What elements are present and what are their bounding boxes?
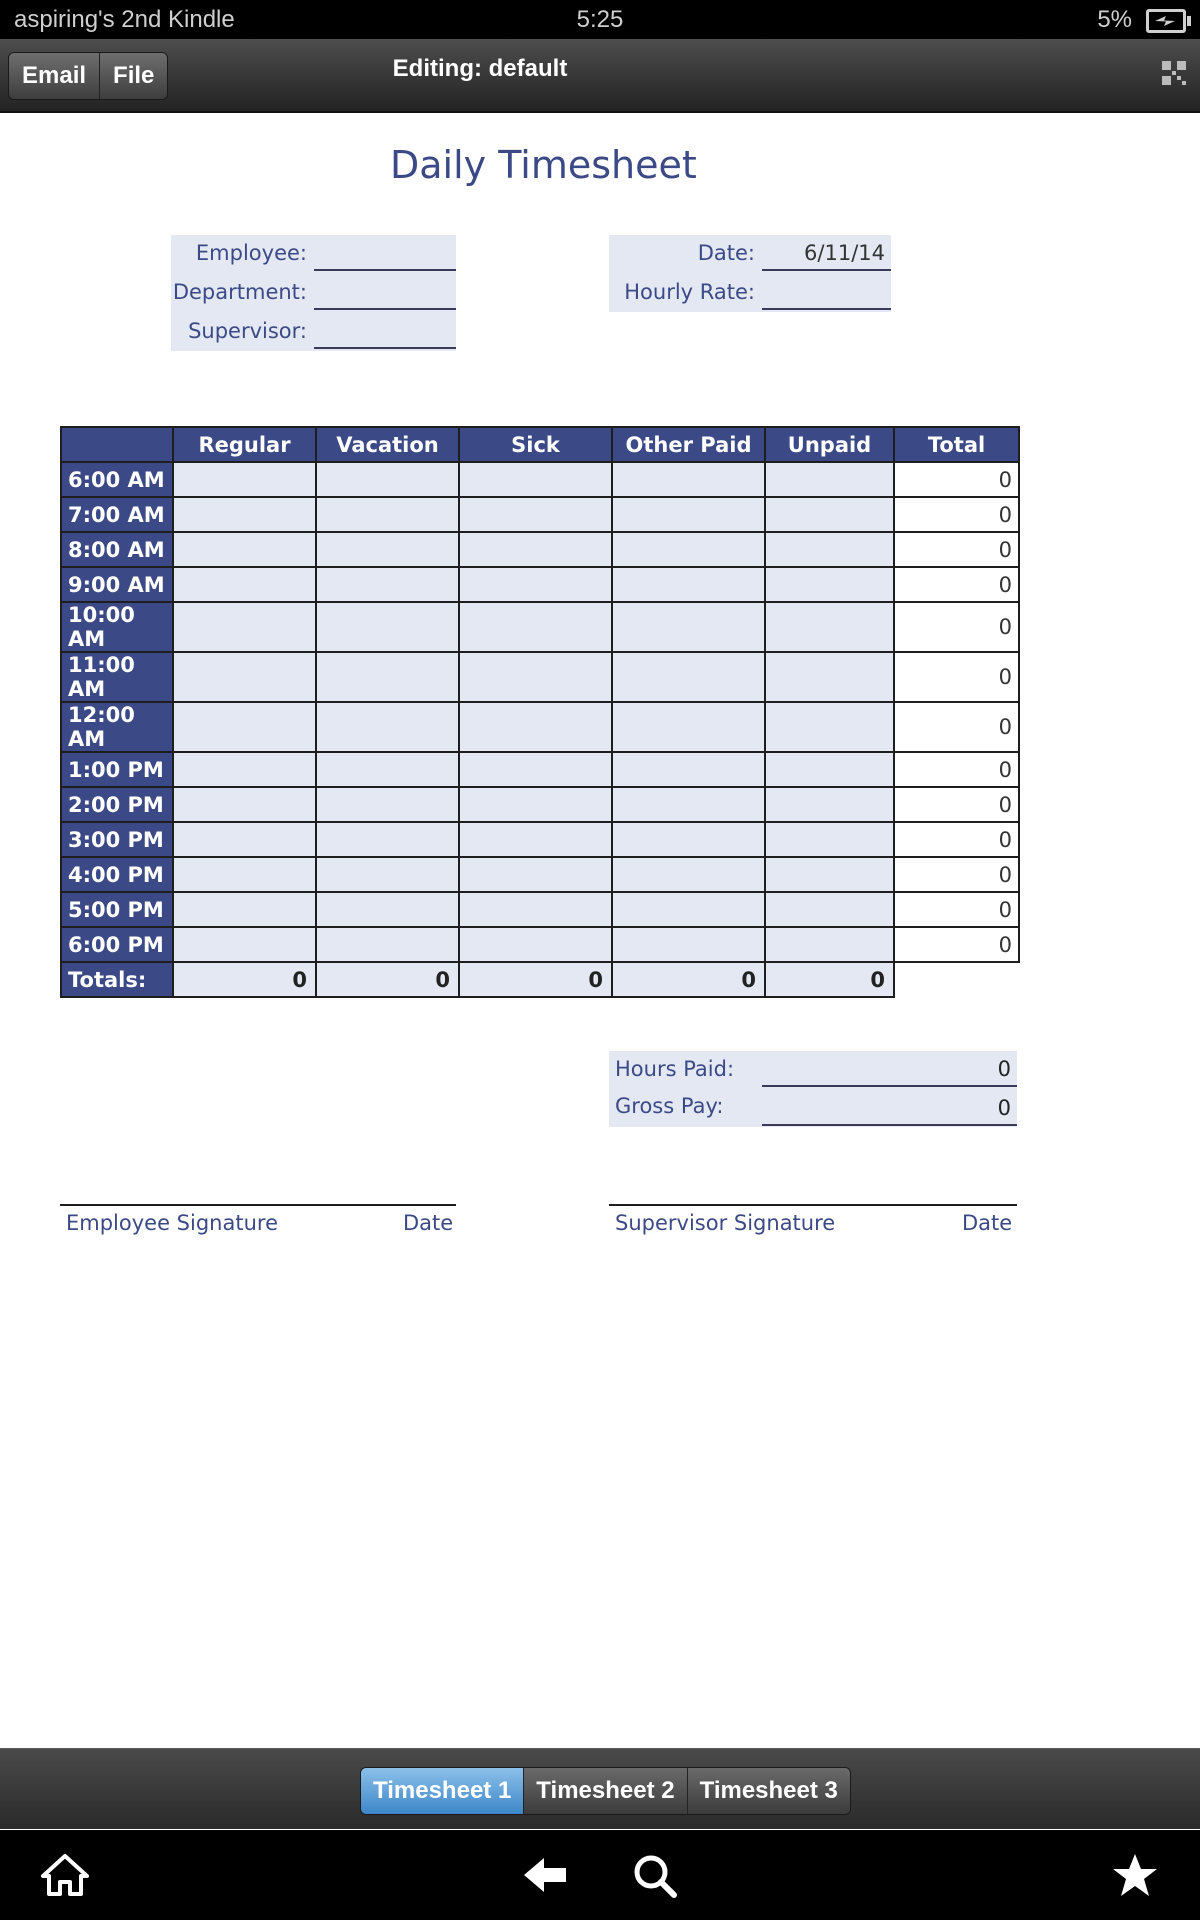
cell-sick[interactable]: [459, 927, 612, 962]
cell-sick[interactable]: [459, 892, 612, 927]
cell-other-paid[interactable]: [612, 462, 765, 497]
row-total: 0: [894, 787, 1019, 822]
cell-regular[interactable]: [173, 892, 316, 927]
row-total: 0: [894, 602, 1019, 652]
cell-regular[interactable]: [173, 822, 316, 857]
cell-vacation[interactable]: [316, 857, 459, 892]
cell-regular[interactable]: [173, 567, 316, 602]
cell-other-paid[interactable]: [612, 857, 765, 892]
row-time-label: 2:00 PM: [61, 787, 173, 822]
row-total: 0: [894, 927, 1019, 962]
total-vacation: 0: [316, 962, 459, 997]
hours-paid-value: 0: [762, 1051, 1017, 1087]
row-time-label: 11:00 AM: [61, 652, 173, 702]
cell-other-paid[interactable]: [612, 567, 765, 602]
totals-label: Totals:: [61, 962, 173, 997]
row-total: 0: [894, 892, 1019, 927]
cell-regular[interactable]: [173, 752, 316, 787]
cell-other-paid[interactable]: [612, 752, 765, 787]
table-row: [61, 752, 1019, 787]
battery-icon: [1146, 9, 1186, 33]
supervisor-signature-label: Supervisor Signature: [615, 1211, 836, 1235]
gross-pay-value: 0: [762, 1090, 1017, 1126]
qr-code-icon[interactable]: [1162, 61, 1186, 85]
hourly-rate-label: Hourly Rate:: [624, 280, 755, 304]
top-toolbar: [0, 39, 1200, 113]
cell-sick[interactable]: [459, 567, 612, 602]
column-header-blank: [61, 427, 173, 462]
cell-vacation[interactable]: [316, 652, 459, 702]
column-header-vacation: Vacation: [316, 427, 459, 462]
cell-other-paid[interactable]: [612, 702, 765, 752]
column-header-sick: Sick: [459, 427, 612, 462]
cell-other-paid[interactable]: [612, 652, 765, 702]
row-time-label: 1:00 PM: [61, 752, 173, 787]
table-row: [61, 652, 1019, 702]
battery-percent: 5%: [1097, 6, 1132, 33]
cell-unpaid[interactable]: [765, 497, 894, 532]
tab-timesheet-3[interactable]: Timesheet 3: [687, 1768, 850, 1814]
timesheet-sheet: [0, 113, 1200, 1748]
row-time-label: 8:00 AM: [61, 532, 173, 567]
clock: 5:25: [576, 6, 624, 33]
system-nav-bar: [0, 1830, 1200, 1920]
hourly-rate-field[interactable]: [762, 274, 891, 310]
row-time-label: 6:00 PM: [61, 927, 173, 962]
cell-other-paid[interactable]: [612, 532, 765, 567]
cell-vacation[interactable]: [316, 787, 459, 822]
row-time-label: 4:00 PM: [61, 857, 173, 892]
cell-vacation[interactable]: [316, 892, 459, 927]
cell-other-paid[interactable]: [612, 497, 765, 532]
cell-vacation[interactable]: [316, 822, 459, 857]
row-time-label: 6:00 AM: [61, 462, 173, 497]
row-total: 0: [894, 652, 1019, 702]
cell-vacation[interactable]: [316, 702, 459, 752]
supervisor-date-label: Date: [962, 1211, 1013, 1235]
cell-regular[interactable]: [173, 532, 316, 567]
supervisor-signature-line: [609, 1204, 1017, 1206]
cell-unpaid[interactable]: [765, 752, 894, 787]
device-name: aspiring's 2nd Kindle: [14, 6, 235, 33]
row-total: 0: [894, 567, 1019, 602]
table-row: [61, 462, 1019, 497]
file-button[interactable]: File: [99, 53, 167, 99]
cell-unpaid[interactable]: [765, 927, 894, 962]
row-total: 0: [894, 532, 1019, 567]
cell-sick[interactable]: [459, 857, 612, 892]
cell-regular[interactable]: [173, 652, 316, 702]
row-time-label: 7:00 AM: [61, 497, 173, 532]
row-time-label: 5:00 PM: [61, 892, 173, 927]
cell-vacation[interactable]: [316, 462, 459, 497]
cell-sick[interactable]: [459, 702, 612, 752]
tab-timesheet-1[interactable]: Timesheet 1: [361, 1768, 523, 1814]
cell-unpaid[interactable]: [765, 532, 894, 567]
document-title: Editing: default: [392, 55, 568, 82]
timesheet-table: [60, 426, 1020, 998]
cell-unpaid[interactable]: [765, 702, 894, 752]
cell-other-paid[interactable]: [612, 892, 765, 927]
cell-vacation[interactable]: [316, 752, 459, 787]
cell-sick[interactable]: [459, 497, 612, 532]
cell-unpaid[interactable]: [765, 822, 894, 857]
row-total: 0: [894, 497, 1019, 532]
table-row: [61, 892, 1019, 927]
cell-sick[interactable]: [459, 752, 612, 787]
cell-sick[interactable]: [459, 532, 612, 567]
cell-vacation[interactable]: [316, 532, 459, 567]
cell-unpaid[interactable]: [765, 857, 894, 892]
employee-field[interactable]: [314, 235, 456, 271]
employee-date-label: Date: [403, 1211, 454, 1235]
supervisor-field[interactable]: [314, 313, 456, 349]
totals-row: [61, 962, 1019, 997]
row-total: 0: [894, 462, 1019, 497]
employee-signature-line: [60, 1204, 456, 1206]
tab-timesheet-2[interactable]: Timesheet 2: [523, 1768, 686, 1814]
table-row: [61, 702, 1019, 752]
date-field[interactable]: 6/11/14: [762, 235, 891, 271]
empty-cell: [894, 962, 1019, 997]
home-icon[interactable]: [40, 1852, 90, 1898]
total-sick: 0: [459, 962, 612, 997]
status-bar: [0, 0, 1200, 39]
cell-vacation[interactable]: [316, 602, 459, 652]
email-button[interactable]: Email: [9, 53, 99, 99]
cell-vacation[interactable]: [316, 497, 459, 532]
summary-box: [609, 1051, 1017, 1127]
cell-sick[interactable]: [459, 602, 612, 652]
column-header-total: Total: [894, 427, 1019, 462]
date-label: Date:: [697, 241, 755, 265]
column-header-regular: Regular: [173, 427, 316, 462]
column-header-unpaid: Unpaid: [765, 427, 894, 462]
cell-regular[interactable]: [173, 927, 316, 962]
row-time-label: 12:00 AM: [61, 702, 173, 752]
sheet-tab-bar: [0, 1748, 1200, 1829]
star-icon[interactable]: [1110, 1852, 1160, 1898]
sheet-tabs: [360, 1767, 851, 1815]
cell-regular[interactable]: [173, 602, 316, 652]
row-total: 0: [894, 822, 1019, 857]
row-total: 0: [894, 857, 1019, 892]
cell-unpaid[interactable]: [765, 462, 894, 497]
cell-unpaid[interactable]: [765, 892, 894, 927]
gross-pay-label: Gross Pay:: [615, 1094, 724, 1118]
row-total: 0: [894, 702, 1019, 752]
table-row: [61, 602, 1019, 652]
hours-paid-label: Hours Paid:: [615, 1057, 735, 1081]
row-total: 0: [894, 752, 1019, 787]
search-icon[interactable]: [630, 1852, 680, 1898]
cell-other-paid[interactable]: [612, 787, 765, 822]
department-field[interactable]: [314, 274, 456, 310]
employee-signature-label: Employee Signature: [66, 1211, 278, 1235]
total-unpaid: 0: [765, 962, 894, 997]
cell-unpaid[interactable]: [765, 787, 894, 822]
cell-other-paid[interactable]: [612, 927, 765, 962]
cell-unpaid[interactable]: [765, 567, 894, 602]
supervisor-label: Supervisor:: [188, 319, 307, 343]
column-header-other-paid: Other Paid: [612, 427, 765, 462]
back-icon[interactable]: [520, 1852, 570, 1898]
date-info-box: [609, 235, 891, 312]
table-header-row: [61, 427, 1019, 462]
cell-vacation[interactable]: [316, 927, 459, 962]
cell-sick[interactable]: [459, 652, 612, 702]
table-row: [61, 497, 1019, 532]
cell-regular[interactable]: [173, 497, 316, 532]
table-row: [61, 822, 1019, 857]
cell-unpaid[interactable]: [765, 652, 894, 702]
cell-regular[interactable]: [173, 702, 316, 752]
row-time-label: 9:00 AM: [61, 567, 173, 602]
table-row: [61, 857, 1019, 892]
page-title: Daily Timesheet: [390, 143, 697, 187]
total-regular: 0: [173, 962, 316, 997]
cell-other-paid[interactable]: [612, 602, 765, 652]
total-other-paid: 0: [612, 962, 765, 997]
table-row: [61, 787, 1019, 822]
cell-sick[interactable]: [459, 462, 612, 497]
cell-regular[interactable]: [173, 787, 316, 822]
cell-sick[interactable]: [459, 822, 612, 857]
row-time-label: 10:00 AM: [61, 602, 173, 652]
cell-other-paid[interactable]: [612, 822, 765, 857]
table-row: [61, 532, 1019, 567]
department-label: Department:: [172, 280, 307, 304]
employee-info-box: [171, 235, 456, 351]
cell-regular[interactable]: [173, 857, 316, 892]
cell-sick[interactable]: [459, 787, 612, 822]
cell-vacation[interactable]: [316, 567, 459, 602]
row-time-label: 3:00 PM: [61, 822, 173, 857]
cell-unpaid[interactable]: [765, 602, 894, 652]
table-row: [61, 927, 1019, 962]
table-row: [61, 567, 1019, 602]
cell-regular[interactable]: [173, 462, 316, 497]
employee-label: Employee:: [195, 241, 307, 265]
